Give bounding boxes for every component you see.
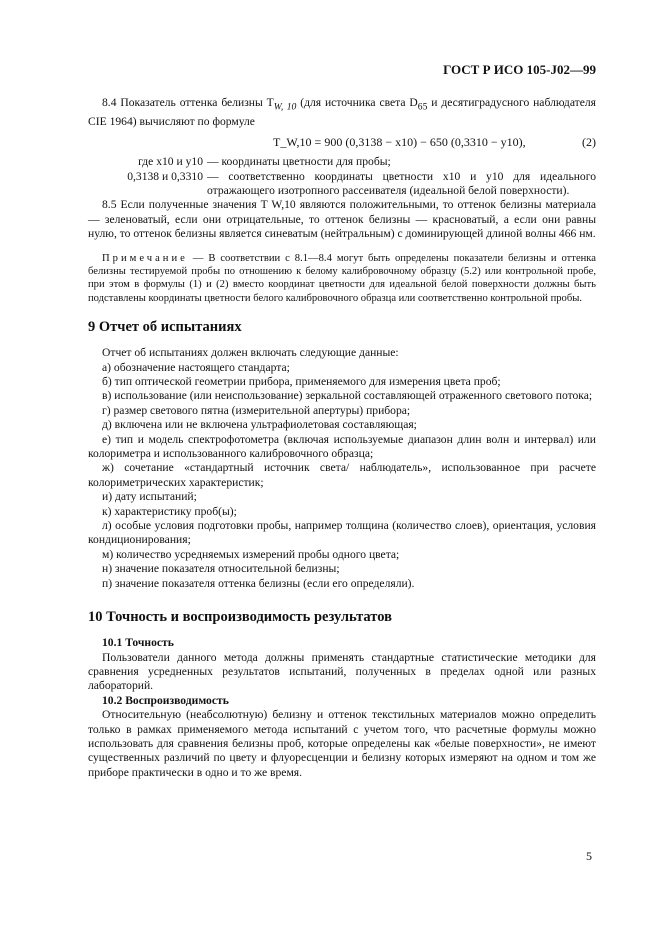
def-desc: — соответственно координаты цветности x10 и y10 для идеального отражающего изотропного рассеивателя (идеальной белой поверхности). bbox=[207, 169, 596, 197]
formula: T_W,10 = 900 (0,3138 − x10) − 650 (0,3310 − y10), bbox=[273, 135, 526, 150]
list-item: ж) сочетание «стандартный источник света/ наблюдатель», использованное при расчете колориметрических характеристик; bbox=[88, 461, 596, 489]
def-term: 0,3138 и 0,3310 bbox=[127, 169, 203, 183]
def-term: где x10 и y10 bbox=[138, 155, 203, 169]
list-item: и) дату испытаний; bbox=[102, 490, 197, 504]
page-number: 5 bbox=[586, 849, 592, 863]
list-item: в) использование (или неиспользование) зеркальной составляющей отраженного светового потока; bbox=[102, 389, 593, 403]
s101-text: Пользователи данного метода должны применять стандартные статистические методики для сравнения усредненных результатов испытаний, полученных в пределах одной или разных лабораторий. bbox=[88, 650, 596, 693]
s84-sub: W, 10 bbox=[273, 101, 297, 113]
list-item: к) характеристику проб(ы); bbox=[102, 504, 237, 518]
list-item: м) количество усредняемых измерений пробы одного цвета; bbox=[102, 547, 400, 561]
s101-title: 10.1 Точность bbox=[102, 636, 174, 650]
section-9-list bbox=[88, 346, 596, 591]
s85-text: 8.5 Если полученные значения T W,10 являются положительными, то оттенок белизны материала — зеленоватый, если они отрицательные, то оттенок белизны — красноватый, а если они равны нулю, то оттенок белизны является синеватым (нейтральным) с доминирующей длиной волны 466 нм. bbox=[88, 198, 596, 241]
s84-d65: 65 bbox=[417, 101, 428, 113]
note-label: Примечание bbox=[102, 252, 188, 264]
section-10 bbox=[88, 636, 596, 780]
list-item: п) значение показателя оттенка белизны (если его определяли). bbox=[102, 576, 415, 590]
s84-intro: 8.4 Показатель оттенка белизны T bbox=[102, 96, 274, 109]
definition bbox=[64, 170, 596, 199]
list-item: н) значение показателя относительной белизны; bbox=[102, 562, 340, 576]
s84-rest: (для источника света D bbox=[296, 96, 418, 109]
def-desc: — координаты цветности для пробы; bbox=[207, 155, 391, 169]
s102-text: Относительную (неабсолютную) белизну и оттенок текстильных материалов можно определить только в рамках применяемого метода испытаний с учетом того, что расчетные формулы можно использовать для сравнения белизны проб, которые определены как «белые поверхности», не имеют существенных различий по цвету и флуоресценции и белизну которых измеряют на одном и том же приборе практически в одно и то же время. bbox=[88, 708, 596, 779]
formula-2 bbox=[88, 135, 596, 153]
note bbox=[88, 252, 596, 306]
section-8-5 bbox=[88, 198, 596, 241]
document-code: ГОСТ Р ИСО 105-J02—99 bbox=[443, 62, 596, 77]
page-body bbox=[88, 96, 596, 780]
definition bbox=[64, 155, 596, 169]
list-item: д) включена или не включена ультрафиолетовая составляющая; bbox=[102, 418, 417, 432]
list-item: л) особые условия подготовки пробы, например толщина (количество слоев), ориентация, условия кондиционирования; bbox=[88, 519, 596, 547]
section-9-title: 9 Отчет об испытаниях bbox=[88, 319, 242, 336]
list-item: б) тип оптической геометрии прибора, применяемого для измерения цвета проб; bbox=[102, 375, 501, 388]
list-item: е) тип и модель спектрофотометра (включая используемые диапазон длин волн и интервал) или колориметра и использованного калибровочного образца; bbox=[88, 432, 596, 461]
definitions bbox=[64, 155, 596, 198]
formula-number: (2) bbox=[582, 135, 596, 150]
s9-intro: Отчет об испытаниях должен включать следующие данные: bbox=[102, 346, 399, 360]
list-item: а) обозначение настоящего стандарта; bbox=[102, 360, 290, 374]
note-text: — В соответствии с 8.1—8.4 могут быть определены показатели белизны и оттенка белизны тестируемой пробы по отношению к белому калибровочному образцу (5.2) или контрольной пробе, при этом в формулы (1) и (2) вместо координат цветности для идеальной белой поверхности должны быть подставлены координаты цветности белого калибровочного образца или соответственно контрольной пробы. bbox=[88, 252, 596, 304]
s102-title: 10.2 Воспроизводимость bbox=[102, 693, 229, 707]
section-10-title: 10 Точность и воспроизводимость результатов bbox=[88, 609, 392, 626]
section-8-4 bbox=[88, 96, 596, 129]
list-item: г) размер светового пятна (измерительной апертуры) прибора; bbox=[102, 403, 411, 417]
s84-rest2: и десятиградусного наблюдателя CIE 1964) вычисляют по формуле bbox=[88, 96, 597, 128]
